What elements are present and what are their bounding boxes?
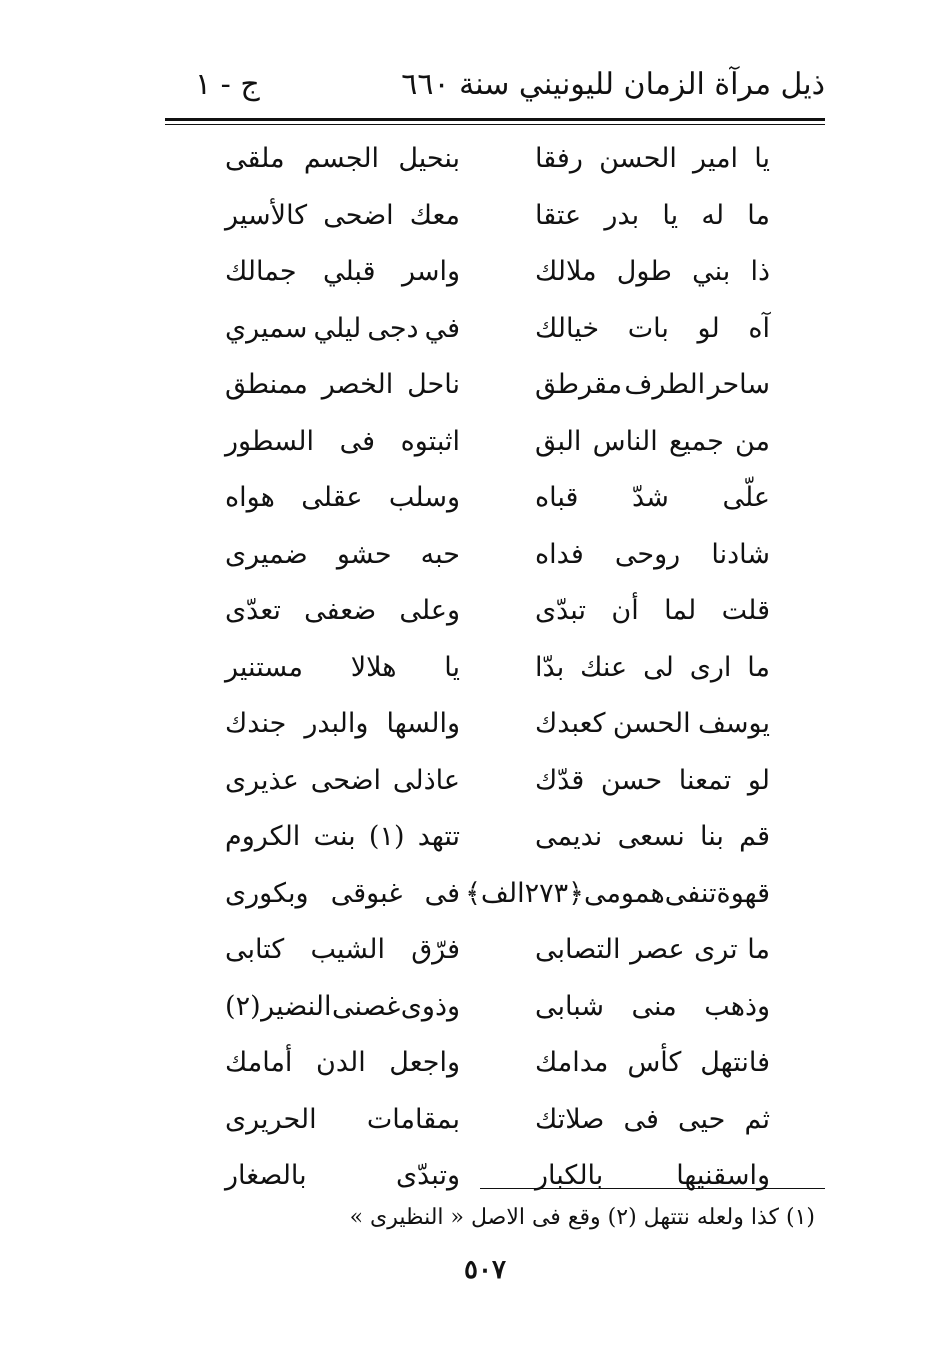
verse-first-hemistich: علّى شدّ قباه: [535, 482, 770, 513]
verse-line: [225, 1091, 770, 1148]
verse-second-hemistich: حبه حشو ضميرى: [225, 538, 460, 570]
verse-second-hemistich: وعلى ضعفى تعدّى: [225, 595, 460, 626]
verse-line: [225, 921, 770, 978]
verse-second-hemistich: فى غبوقى وبكورى: [225, 877, 460, 909]
verse-line: [225, 639, 770, 696]
verse-second-hemistich: واسر قبلي جمالك: [225, 256, 460, 287]
verse-second-hemistich: اثبتوه فى السطور: [225, 425, 460, 457]
verse-line: [225, 695, 770, 752]
verse-first-hemistich: ذا بني طول ملالك: [535, 256, 770, 287]
verse-line: [225, 130, 770, 187]
verse-line: [225, 526, 770, 583]
verse-second-hemistich: بمقامات الحريرى: [225, 1103, 460, 1135]
page-number: ٥٠٧: [464, 1255, 506, 1285]
verse-first-hemistich: ما له يا بدر عتقا: [535, 199, 770, 231]
verse-second-hemistich: وسلب عقلى هواه: [225, 482, 460, 513]
verse-first-hemistich: ما ترى عصر التصابى: [535, 934, 770, 965]
verse-line: [225, 808, 770, 865]
verse-second-hemistich: والسها والبدر جندك: [225, 708, 460, 739]
verse-line: [225, 752, 770, 809]
verse-first-hemistich: فانتهل كأس مدامك: [535, 1047, 770, 1078]
running-title: ذيل مرآة الزمان لليونيني سنة ٦٦٠: [401, 67, 825, 102]
verse-first-hemistich: قلت لما أن تبدّى: [535, 595, 770, 626]
verse-first-hemistich: آه لو بات خيالك: [535, 312, 770, 344]
verse-second-hemistich: واجعل الدن أمامك: [225, 1047, 460, 1078]
poem: [225, 130, 770, 1204]
verse-line: [225, 300, 770, 357]
verse-second-hemistich: بنحيل الجسم ملقى: [225, 143, 460, 174]
verse-first-hemistich: يوسف الحسن كعبدك: [535, 708, 770, 739]
verse-line: [225, 356, 770, 413]
verse-line: [225, 978, 770, 1035]
verse-first-hemistich: قهوة تنفى همومى ﴿٢٧٣الف﴾: [465, 877, 770, 909]
verse-line: [225, 865, 770, 922]
verse-second-hemistich: في دجى ليلي سميري: [225, 312, 460, 344]
verse-first-hemistich: من جميع الناس البق: [535, 425, 770, 457]
verse-first-hemistich: ساحر الطرف مقرطق: [535, 369, 770, 400]
verse-first-hemistich: شادنا روحى فداه: [535, 538, 770, 570]
verse-first-hemistich: ما ارى لى عنك بدّا: [535, 651, 770, 683]
verse-line: [225, 1147, 770, 1204]
volume-label: ج - ١: [195, 67, 260, 102]
verse-first-hemistich: قم بنا نسعى نديمى: [535, 821, 770, 852]
running-header: [165, 62, 825, 108]
footnote-rule: [480, 1188, 825, 1189]
verse-second-hemistich: تتهد (١) بنت الكروم: [225, 821, 460, 852]
verse-line: [225, 413, 770, 470]
verse-second-hemistich: عاذلى اضحى عذيرى: [225, 764, 460, 796]
verse-second-hemistich: ناحل الخصر ممنطق: [225, 369, 460, 400]
verse-first-hemistich: يا امير الحسن رفقا: [535, 143, 770, 174]
verse-second-hemistich: يا هلالا مستنير: [225, 651, 460, 683]
verse-second-hemistich: وذوى غصنى النضير (٢): [225, 990, 460, 1022]
verse-first-hemistich: لو تمعنا حسن قدّك: [535, 764, 770, 796]
header-rule: [165, 118, 825, 121]
verse-first-hemistich: ثم حيى فى صلاتك: [535, 1103, 770, 1135]
verse-second-hemistich: فرّق الشيب كتابى: [225, 934, 460, 965]
verse-line: [225, 1034, 770, 1091]
footnote: (١) كذا ولعله نتتهل (٢) وقع فى الاصل « النظيرى »: [349, 1205, 815, 1230]
verse-line: [225, 243, 770, 300]
verse-second-hemistich: وتبدّى بالصغار: [225, 1160, 460, 1191]
verse-first-hemistich: واسقنيها بالكبار: [535, 1160, 770, 1191]
verse-line: [225, 187, 770, 244]
header-rule-thin: [165, 124, 825, 125]
verse-second-hemistich: معك اضحى كالأسير: [225, 199, 460, 231]
verse-line: [225, 582, 770, 639]
verse-line: [225, 469, 770, 526]
verse-first-hemistich: وذهب منى شبابى: [535, 990, 770, 1022]
